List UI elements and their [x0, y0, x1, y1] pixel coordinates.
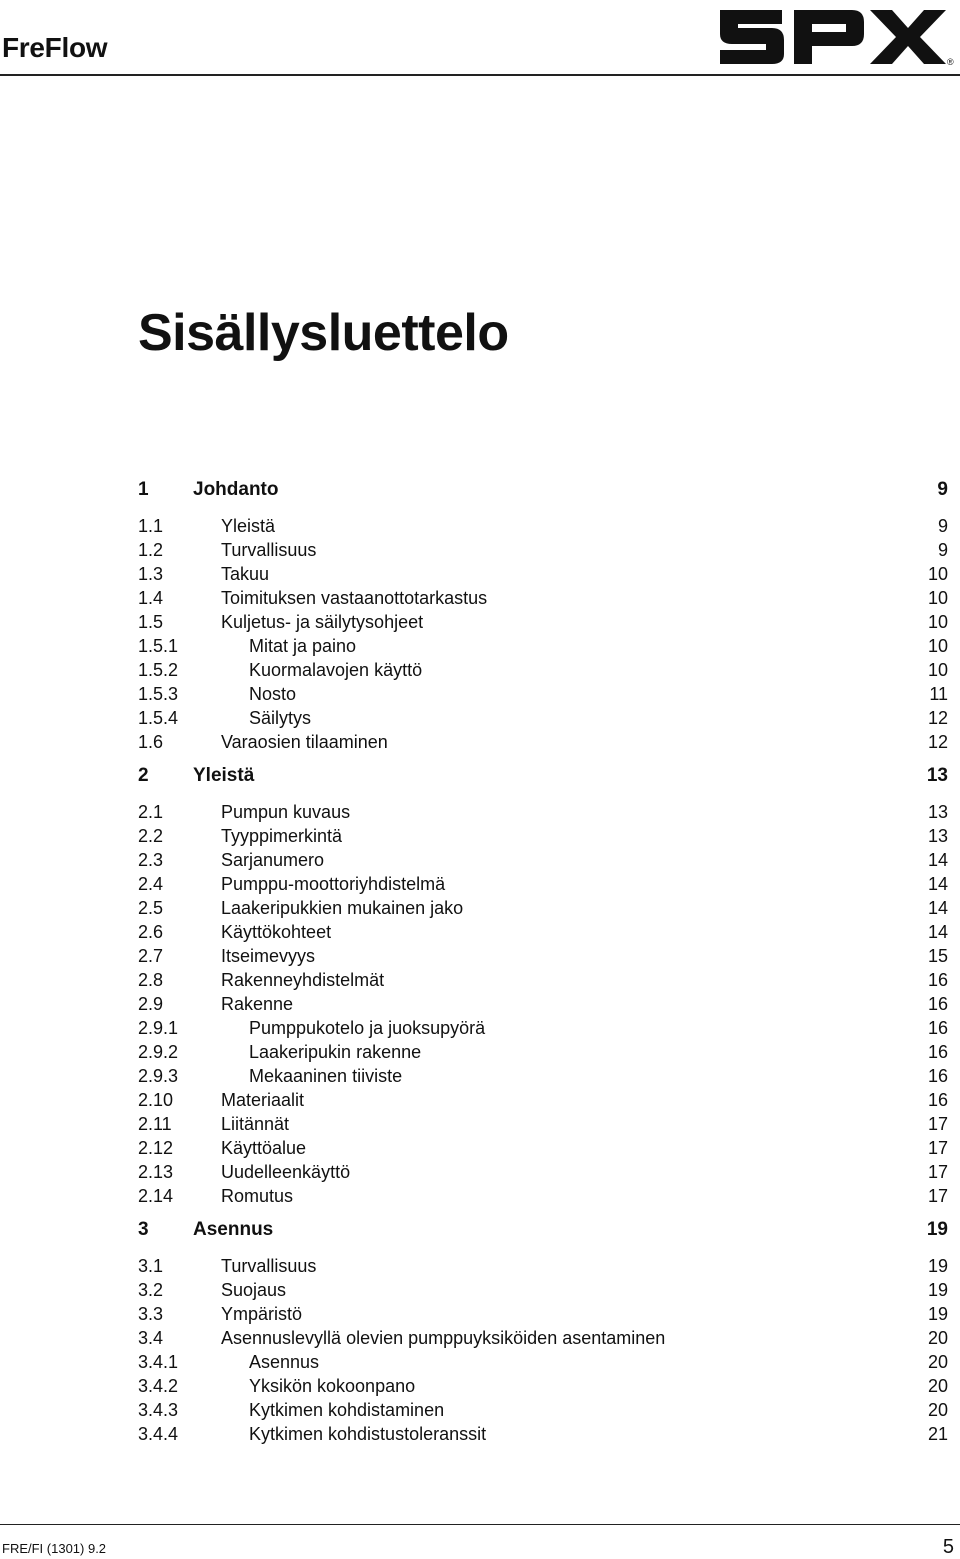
toc-title: Kuljetus- ja säilytysohjeet [221, 612, 424, 632]
toc-number: 1.3 [138, 564, 164, 584]
toc-entry[interactable] [138, 968, 948, 992]
toc-number: 3.4.4 [138, 1424, 179, 1444]
toc-number: 2 [138, 765, 149, 786]
toc-page-number: 14 [927, 898, 948, 918]
page-title: Sisällysluettelo [138, 304, 509, 362]
toc-number: 2.9 [138, 994, 164, 1014]
toc-chapter[interactable] [138, 478, 948, 502]
toc-title: Mitat ja paino [249, 636, 357, 656]
toc-chapter[interactable] [138, 764, 948, 788]
toc-number: 1.5 [138, 612, 164, 632]
toc-page-number: 10 [927, 588, 948, 608]
toc-title: Yleistä [221, 516, 276, 536]
toc-title: Varaosien tilaaminen [221, 732, 388, 752]
toc-page-number: 10 [927, 660, 948, 680]
toc-entry[interactable] [138, 920, 948, 944]
header-rule [0, 74, 960, 76]
toc-page-number: 15 [927, 946, 948, 966]
toc-title: Käyttöalue [221, 1138, 307, 1158]
toc-title: Sarjanumero [221, 850, 325, 870]
toc-number: 3.4.2 [138, 1376, 179, 1396]
toc-entry[interactable] [138, 634, 948, 658]
toc-title: Takuu [221, 564, 270, 584]
toc-page-number: 13 [926, 765, 948, 786]
toc-entry[interactable] [138, 538, 948, 562]
toc-entry[interactable] [138, 1422, 948, 1446]
toc-number: 1.6 [138, 732, 164, 752]
toc-number: 2.9.2 [138, 1042, 179, 1062]
toc-page-number: 10 [927, 564, 948, 584]
toc-page-number: 10 [927, 636, 948, 656]
toc-entry[interactable] [138, 1136, 948, 1160]
toc-entry[interactable] [138, 610, 948, 634]
toc-entry[interactable] [138, 1302, 948, 1326]
toc-title: Pumpun kuvaus [221, 802, 351, 822]
footer-doc-code: FRE/FI (1301) 9.2 [2, 1541, 107, 1556]
toc-number: 2.7 [138, 946, 164, 966]
toc-entry[interactable] [138, 800, 948, 824]
toc-entry[interactable] [138, 706, 948, 730]
toc-title: Laakeripukin rakenne [249, 1042, 422, 1062]
toc-number: 3.2 [138, 1280, 164, 1300]
toc-number: 3.3 [138, 1304, 164, 1324]
toc-page-number: 16 [927, 1042, 948, 1062]
toc-entry[interactable] [138, 1088, 948, 1112]
spx-logo [718, 2, 956, 66]
toc-page-number: 13 [927, 802, 948, 822]
toc-number: 2.2 [138, 826, 164, 846]
toc-entry[interactable] [138, 992, 948, 1016]
toc-page-number: 16 [927, 1018, 948, 1038]
toc-number: 2.10 [138, 1090, 174, 1110]
toc-page-number: 17 [927, 1138, 948, 1158]
toc-page-number: 20 [927, 1352, 948, 1372]
toc-page-number: 9 [937, 516, 948, 536]
toc-entry[interactable] [138, 730, 948, 754]
toc-title: Turvallisuus [221, 1256, 317, 1276]
toc-title: Säilytys [249, 708, 312, 728]
toc-number: 1.5.3 [138, 684, 179, 704]
toc-entry[interactable] [138, 1350, 948, 1374]
toc-number: 1 [138, 479, 149, 500]
toc-title: Uudelleenkäyttö [221, 1162, 351, 1182]
toc-page-number: 20 [927, 1376, 948, 1396]
toc-page-number: 21 [927, 1424, 948, 1444]
toc-number: 1.5.2 [138, 660, 179, 680]
toc-page-number: 9 [937, 479, 948, 500]
toc-title: Turvallisuus [221, 540, 317, 560]
toc-title: Kytkimen kohdistaminen [249, 1400, 445, 1420]
header-title: FreFlow [2, 32, 108, 63]
toc-entry[interactable] [138, 1040, 948, 1064]
toc-page-number: 14 [927, 874, 948, 894]
toc-title: Pumppukotelo ja juoksupyörä [249, 1018, 486, 1038]
footer-rule [0, 1524, 960, 1525]
toc-title: Laakeripukkien mukainen jako [221, 898, 464, 918]
toc-number: 2.6 [138, 922, 164, 942]
toc-entry[interactable] [138, 514, 948, 538]
toc-title: Asennus [249, 1352, 320, 1372]
toc-title: Johdanto [193, 479, 279, 500]
toc-entry[interactable] [138, 848, 948, 872]
toc-number: 2.9.1 [138, 1018, 179, 1038]
toc-page-number: 16 [927, 1090, 948, 1110]
toc-entry[interactable] [138, 824, 948, 848]
toc-entry[interactable] [138, 682, 948, 706]
toc-page-number: 10 [927, 612, 948, 632]
toc-page-number: 13 [927, 826, 948, 846]
toc-entry[interactable] [138, 658, 948, 682]
toc-page-number: 9 [937, 540, 948, 560]
toc-page-number: 19 [927, 1256, 948, 1276]
toc-title: Toimituksen vastaanottotarkastus [221, 588, 488, 608]
toc-number: 2.8 [138, 970, 164, 990]
toc-number: 1.2 [138, 540, 164, 560]
toc-page-number: 19 [927, 1280, 948, 1300]
toc-title: Ympäristö [221, 1304, 303, 1324]
toc-entry[interactable] [138, 1184, 948, 1208]
toc-page-number: 16 [927, 1066, 948, 1086]
toc-title: Liitännät [221, 1114, 290, 1134]
toc-entry[interactable] [138, 1254, 948, 1278]
toc-title: Yksikön kokoonpano [249, 1376, 416, 1396]
toc-title: Yleistä [193, 765, 255, 786]
toc-number: 3 [138, 1219, 149, 1240]
toc-title: Asennuslevyllä olevien pumppuyksiköiden asentaminen [221, 1328, 666, 1348]
toc-number: 2.9.3 [138, 1066, 179, 1086]
toc-title: Pumppu-moottoriyhdistelmä [221, 874, 446, 894]
toc-title: Rakenne [221, 994, 294, 1014]
toc-number: 3.4.1 [138, 1352, 179, 1372]
toc-page-number: 14 [927, 850, 948, 870]
toc-number: 2.13 [138, 1162, 174, 1182]
toc-number: 3.4.3 [138, 1400, 179, 1420]
registered-mark: ® [947, 57, 954, 66]
toc-page-number: 16 [927, 994, 948, 1014]
toc-entry[interactable] [138, 1398, 948, 1422]
toc-title: Materiaalit [221, 1090, 305, 1110]
toc-number: 2.11 [138, 1114, 172, 1134]
toc-entry[interactable] [138, 1016, 948, 1040]
toc-number: 2.5 [138, 898, 164, 918]
toc-page-number: 19 [926, 1219, 948, 1240]
toc-number: 2.3 [138, 850, 164, 870]
toc-entry[interactable] [138, 1160, 948, 1184]
toc-number: 1.5.4 [138, 708, 179, 728]
toc-entry[interactable] [138, 872, 948, 896]
toc-title: Mekaaninen tiiviste [249, 1066, 403, 1086]
toc-entry[interactable] [138, 1326, 948, 1350]
toc-number: 1.5.1 [138, 636, 179, 656]
toc-entry[interactable] [138, 586, 948, 610]
toc-number: 1.1 [138, 516, 164, 536]
toc-page-number: 14 [927, 922, 948, 942]
toc-page-number: 16 [927, 970, 948, 990]
toc-page-number: 12 [927, 708, 948, 728]
footer-page-number: 5 [942, 1536, 954, 1558]
toc-title: Kuormalavojen käyttö [249, 660, 423, 680]
toc-entry[interactable] [138, 896, 948, 920]
toc-number: 1.4 [138, 588, 164, 608]
toc-page-number: 20 [927, 1328, 948, 1348]
toc-page-number: 17 [927, 1114, 948, 1134]
toc-entry[interactable] [138, 944, 948, 968]
toc-number: 2.1 [138, 802, 164, 822]
toc-number: 2.12 [138, 1138, 174, 1158]
toc-entry[interactable] [138, 1064, 948, 1088]
toc-number: 3.1 [138, 1256, 164, 1276]
toc-page-number: 11 [929, 684, 948, 704]
toc-page-number: 17 [927, 1186, 948, 1206]
toc-number: 2.4 [138, 874, 164, 894]
toc-page-number: 20 [927, 1400, 948, 1420]
toc-page-number: 19 [927, 1304, 948, 1324]
toc-title: Itseimevyys [221, 946, 316, 966]
toc-title: Romutus [221, 1186, 294, 1206]
toc-title: Suojaus [221, 1280, 287, 1300]
toc-title: Nosto [249, 684, 297, 704]
toc-entry[interactable] [138, 1112, 948, 1136]
toc-title: Asennus [193, 1219, 274, 1240]
toc-page-number: 12 [927, 732, 948, 752]
toc-number: 2.14 [138, 1186, 174, 1206]
toc-entry[interactable] [138, 1278, 948, 1302]
toc-title: Tyyppimerkintä [221, 826, 343, 846]
toc-chapter[interactable] [138, 1218, 948, 1242]
toc-title: Käyttökohteet [221, 922, 332, 942]
toc-entry[interactable] [138, 1374, 948, 1398]
toc-page-number: 17 [927, 1162, 948, 1182]
toc-title: Rakenneyhdistelmät [221, 970, 385, 990]
toc-entry[interactable] [138, 562, 948, 586]
toc-title: Kytkimen kohdistustoleranssit [249, 1424, 487, 1444]
toc-number: 3.4 [138, 1328, 164, 1348]
